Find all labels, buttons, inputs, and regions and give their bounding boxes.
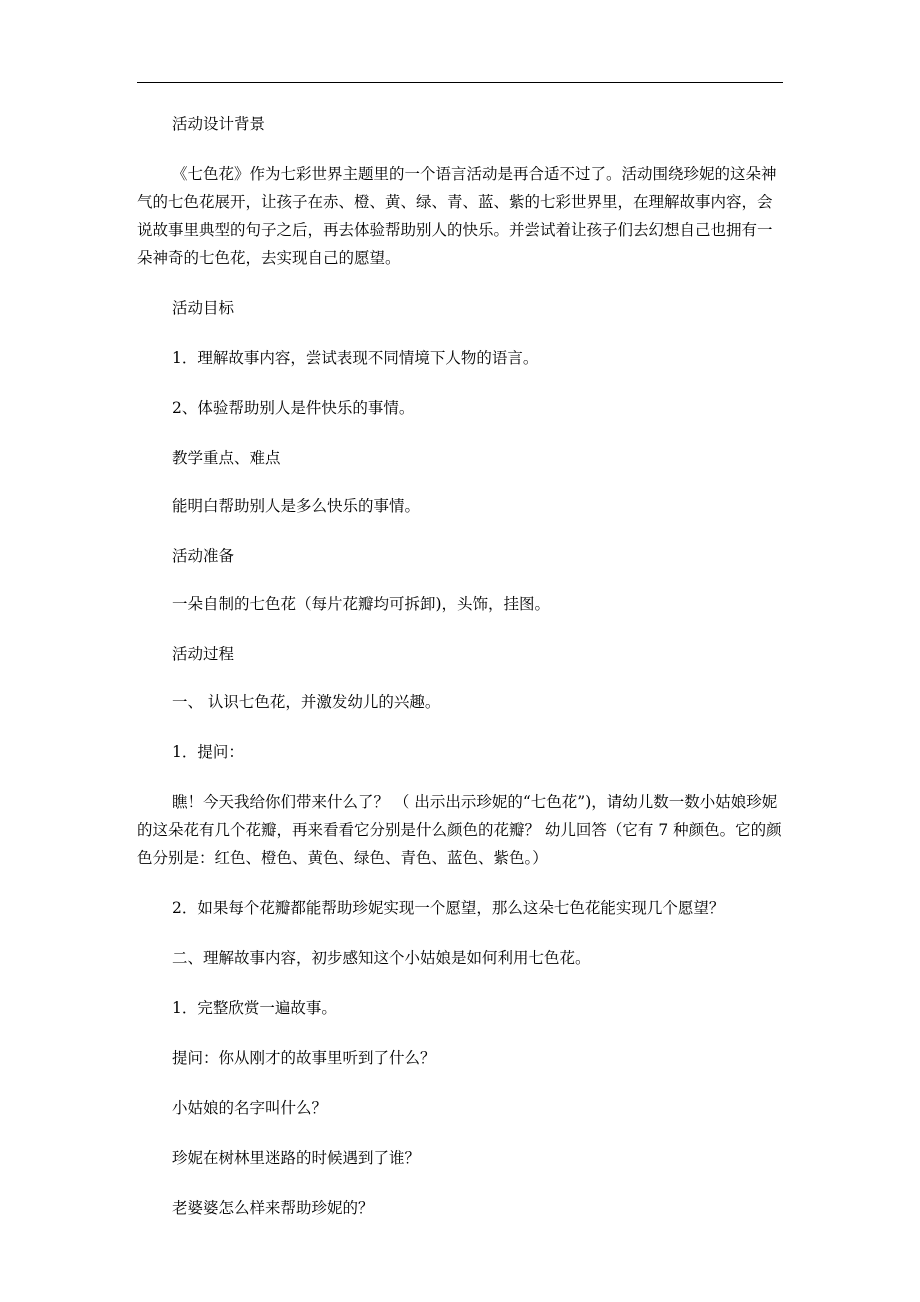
question-label: 1．提问： bbox=[172, 743, 244, 761]
document-body bbox=[137, 110, 784, 1244]
section-heading-process: 活动过程 bbox=[172, 645, 235, 663]
story-question-4: 老婆婆怎么样来帮助珍妮的？ bbox=[172, 1199, 374, 1217]
goal-item-1: 1．理解故事内容，尝试表现不同情境下人物的语言。 bbox=[172, 349, 539, 367]
section-heading-key-points: 教学重点、难点 bbox=[172, 449, 281, 467]
header-rule bbox=[137, 82, 783, 83]
story-question-2: 小姑娘的名字叫什么？ bbox=[172, 1099, 328, 1117]
key-points-paragraph: 能明白帮助别人是多么快乐的事情。 bbox=[172, 497, 421, 515]
section-heading-goals: 活动目标 bbox=[172, 299, 235, 317]
wish-question: 2．如果每个花瓣都能帮助珍妮实现一个愿望，那么这朵七色花能实现几个愿望？ bbox=[172, 899, 725, 917]
story-listen-item: 1．完整欣赏一遍故事。 bbox=[172, 999, 337, 1017]
goal-item-2: 2、体验帮助别人是件快乐的事情。 bbox=[172, 399, 415, 417]
preparation-paragraph: 一朵自制的七色花（每片花瓣均可拆卸)，头饰，挂图。 bbox=[172, 595, 551, 613]
story-question-1: 提问：你从刚才的故事里听到了什么？ bbox=[172, 1049, 436, 1067]
background-paragraph: 《七色花》作为七彩世界主题里的一个语言活动是再合适不过了。活动围绕珍妮的这朵神气的七色花展开，让孩子在赤、橙、黄、绿、青、蓝、紫的七彩世界里，在理解故事内容，会说故事里典型的句子之后，再去体验帮助别人的快乐。并尝试着让孩子们去幻想自己也拥有一朵神奇的七色花，去实现自己的愿望。 bbox=[137, 165, 777, 267]
story-question-3: 珍妮在树林里迷路的时候遇到了谁？ bbox=[172, 1149, 421, 1167]
section-heading-background: 活动设计背景 bbox=[172, 115, 266, 133]
process-step-1: 一、 认识七色花，并激发幼儿的兴趣。 bbox=[172, 693, 441, 711]
section-heading-preparation: 活动准备 bbox=[172, 547, 235, 565]
process-step-2: 二、理解故事内容，初步感知这个小姑娘是如何利用七色花。 bbox=[172, 949, 591, 967]
question-paragraph: 瞧！今天我给你们带来什么了？ （ 出示出示珍妮的“七色花”)，请幼儿数一数小姑娘珍妮的这朵花有几个花瓣，再来看看它分别是什么颜色的花瓣？ 幼儿回答（它有 7 种颜色。它的颜色分别是：红色、橙色、黄色、绿色、青色、蓝色、紫色。） bbox=[137, 793, 782, 867]
